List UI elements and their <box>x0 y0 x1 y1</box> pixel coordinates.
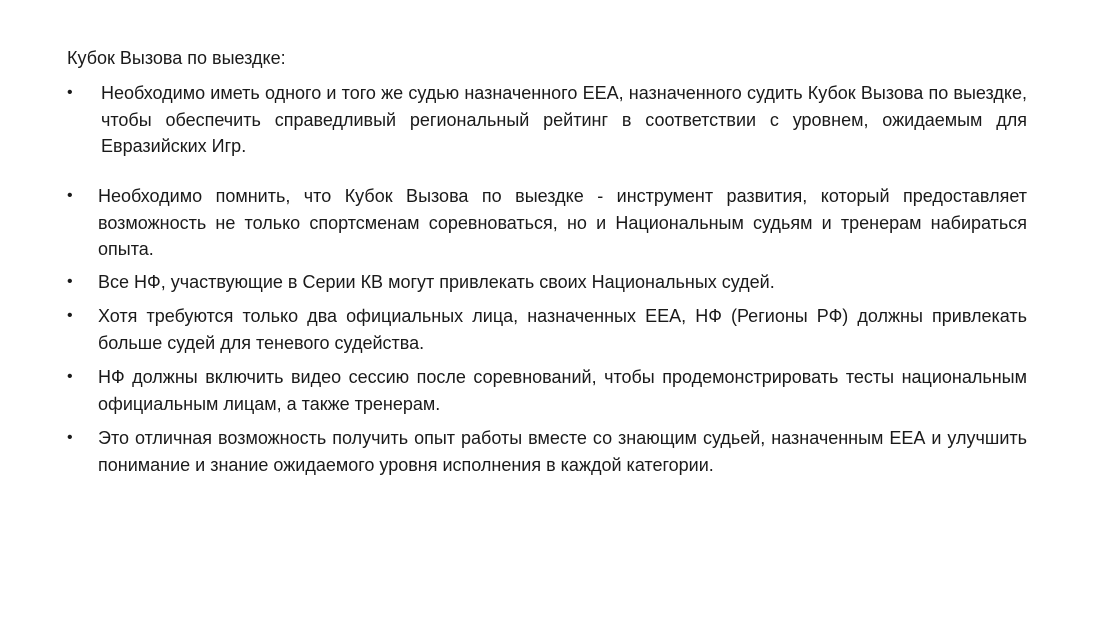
bullet-dot-icon: • <box>67 187 73 204</box>
bullet-dot-icon: • <box>67 429 73 446</box>
slide-title: Кубок Вызова по выездке: <box>67 48 286 68</box>
bullet-item <box>67 80 1027 160</box>
bullet-dot-icon: • <box>67 273 73 290</box>
bullet-dot-icon: • <box>67 307 73 324</box>
bullet-text: Необходимо иметь одного и того же судью назначенного ЕЕА, назначенного судить Кубок Вызова по выездке, чтобы обеспечить справедливый региональный рейтинг в соответствии с уровнем, ожидаемым для Евразийских Игр. <box>101 83 1027 156</box>
bullet-dot-icon: • <box>67 368 73 385</box>
bullet-item <box>67 183 1027 263</box>
bullet-dot-icon: • <box>67 84 73 101</box>
bullet-text: Все НФ, участвующие в Серии КВ могут привлекать своих Национальных судей. <box>98 272 775 292</box>
bullet-text: Это отличная возможность получить опыт работы вместе со знающим судьей, назначенным ЕЕА и улучшить понимание и знание ожидаемого уровня исполнения в каждой категории. <box>98 428 1027 475</box>
bullet-item <box>67 303 1027 356</box>
bullet-item <box>67 425 1027 478</box>
bullet-item <box>67 364 1027 417</box>
bullet-item <box>67 269 1027 296</box>
bullet-text: Необходимо помнить, что Кубок Вызова по выездке - инструмент развития, который предоставляет возможность не только спортсменам соревноваться, но и Национальным судьям и тренерам набираться опыта. <box>98 186 1027 259</box>
bullet-text: Хотя требуются только два официальных лица, назначенных ЕЕА, НФ (Регионы РФ) должны привлекать больше судей для теневого судейства. <box>98 306 1027 353</box>
bullet-text: НФ должны включить видео сессию после соревнований, чтобы продемонстрировать тесты национальным официальным лицам, а также тренерам. <box>98 367 1027 414</box>
